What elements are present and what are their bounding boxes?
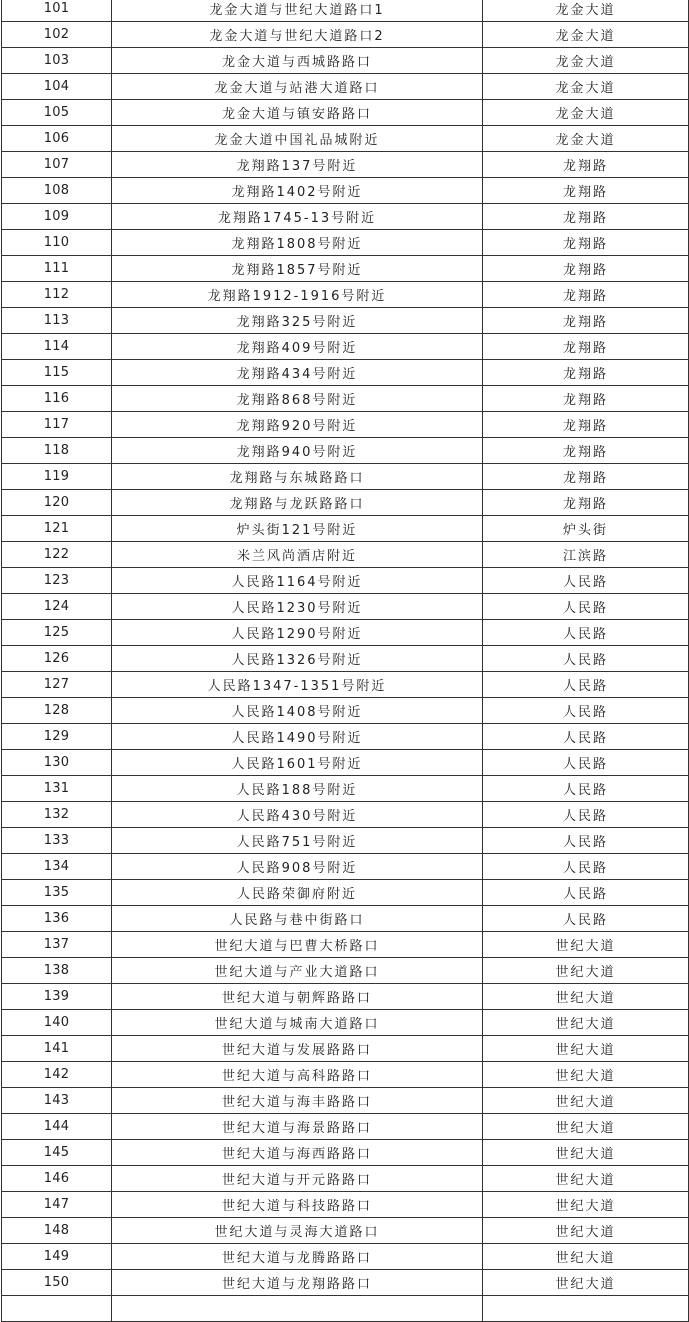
road-cell: 龙翔路 xyxy=(483,152,689,178)
row-number-cell: 129 xyxy=(2,724,112,750)
location-cell: 人民路751号附近 xyxy=(112,828,483,854)
row-number-cell: 107 xyxy=(2,152,112,178)
row-number-cell: 126 xyxy=(2,646,112,672)
location-cell xyxy=(112,1296,483,1322)
table-row xyxy=(2,464,689,490)
location-cell: 世纪大道与开元路路口 xyxy=(112,1166,483,1192)
location-cell: 世纪大道与产业大道路口 xyxy=(112,958,483,984)
location-cell: 世纪大道与灵海大道路口 xyxy=(112,1218,483,1244)
row-number-cell: 116 xyxy=(2,386,112,412)
row-number-cell: 149 xyxy=(2,1244,112,1270)
row-number-cell: 144 xyxy=(2,1114,112,1140)
table-row xyxy=(2,74,689,100)
row-number-cell xyxy=(2,1296,112,1322)
row-number-cell: 140 xyxy=(2,1010,112,1036)
row-number-cell: 104 xyxy=(2,74,112,100)
table-row xyxy=(2,1270,689,1296)
row-number-cell: 127 xyxy=(2,672,112,698)
table-row xyxy=(2,386,689,412)
location-cell: 龙金大道与镇安路路口 xyxy=(112,100,483,126)
road-cell: 世纪大道 xyxy=(483,1062,689,1088)
row-number-cell: 108 xyxy=(2,178,112,204)
road-cell: 江滨路 xyxy=(483,542,689,568)
row-number-cell: 122 xyxy=(2,542,112,568)
road-cell: 龙翔路 xyxy=(483,334,689,360)
row-number-cell: 112 xyxy=(2,282,112,308)
road-cell: 龙翔路 xyxy=(483,308,689,334)
location-cell: 龙翔路1857号附近 xyxy=(112,256,483,282)
location-cell: 世纪大道与城南大道路口 xyxy=(112,1010,483,1036)
table-row xyxy=(2,1010,689,1036)
table-row xyxy=(2,1062,689,1088)
table-row xyxy=(2,1036,689,1062)
table-row xyxy=(2,152,689,178)
table-row xyxy=(2,412,689,438)
row-number-cell: 147 xyxy=(2,1192,112,1218)
table-body xyxy=(2,0,689,1296)
table-row xyxy=(2,620,689,646)
location-cell: 龙翔路与东城路路口 xyxy=(112,464,483,490)
location-cell: 人民路1326号附近 xyxy=(112,646,483,672)
location-cell: 世纪大道与海西路路口 xyxy=(112,1140,483,1166)
location-cell: 人民路1164号附近 xyxy=(112,568,483,594)
row-number-cell: 128 xyxy=(2,698,112,724)
location-cell: 人民路与巷中街路口 xyxy=(112,906,483,932)
location-cell: 世纪大道与海丰路路口 xyxy=(112,1088,483,1114)
table-row xyxy=(2,568,689,594)
road-cell: 世纪大道 xyxy=(483,1218,689,1244)
row-number-cell: 134 xyxy=(2,854,112,880)
road-cell: 世纪大道 xyxy=(483,958,689,984)
row-number-cell: 133 xyxy=(2,828,112,854)
road-cell: 人民路 xyxy=(483,620,689,646)
location-cell: 人民路1290号附近 xyxy=(112,620,483,646)
road-cell: 人民路 xyxy=(483,646,689,672)
location-cell: 龙翔路1402号附近 xyxy=(112,178,483,204)
row-number-cell: 136 xyxy=(2,906,112,932)
table-row xyxy=(2,0,689,22)
table-row xyxy=(2,880,689,906)
road-cell: 龙翔路 xyxy=(483,282,689,308)
road-cell: 龙翔路 xyxy=(483,178,689,204)
road-cell: 人民路 xyxy=(483,568,689,594)
road-cell: 世纪大道 xyxy=(483,1088,689,1114)
location-cell: 世纪大道与科技路路口 xyxy=(112,1192,483,1218)
row-number-cell: 115 xyxy=(2,360,112,386)
row-number-cell: 118 xyxy=(2,438,112,464)
table-row xyxy=(2,1218,689,1244)
road-cell: 世纪大道 xyxy=(483,984,689,1010)
row-number-cell: 146 xyxy=(2,1166,112,1192)
location-cell: 龙金大道与西城路路口 xyxy=(112,48,483,74)
road-cell: 人民路 xyxy=(483,802,689,828)
location-cell: 龙翔路137号附近 xyxy=(112,152,483,178)
location-cell: 龙金大道中国礼品城附近 xyxy=(112,126,483,152)
location-cell: 世纪大道与朝辉路路口 xyxy=(112,984,483,1010)
row-number-cell: 139 xyxy=(2,984,112,1010)
road-cell: 龙金大道 xyxy=(483,0,689,22)
location-cell: 龙金大道与站港大道路口 xyxy=(112,74,483,100)
location-cell: 世纪大道与高科路路口 xyxy=(112,1062,483,1088)
road-cell: 龙翔路 xyxy=(483,490,689,516)
row-number-cell: 148 xyxy=(2,1218,112,1244)
row-number-cell: 130 xyxy=(2,750,112,776)
table-row xyxy=(2,1192,689,1218)
table-row xyxy=(2,750,689,776)
location-cell: 炉头街121号附近 xyxy=(112,516,483,542)
location-cell: 米兰风尚酒店附近 xyxy=(112,542,483,568)
table-row xyxy=(2,1244,689,1270)
road-cell: 人民路 xyxy=(483,594,689,620)
table-row xyxy=(2,932,689,958)
location-cell: 人民路1408号附近 xyxy=(112,698,483,724)
intersection-table xyxy=(1,0,689,1322)
road-cell: 世纪大道 xyxy=(483,932,689,958)
table-row xyxy=(2,672,689,698)
road-cell xyxy=(483,1296,689,1322)
road-cell: 世纪大道 xyxy=(483,1010,689,1036)
row-number-cell: 114 xyxy=(2,334,112,360)
table-row xyxy=(2,724,689,750)
location-cell: 世纪大道与巴曹大桥路口 xyxy=(112,932,483,958)
location-cell: 人民路188号附近 xyxy=(112,776,483,802)
table-row xyxy=(2,22,689,48)
row-number-cell: 111 xyxy=(2,256,112,282)
location-cell: 世纪大道与龙腾路路口 xyxy=(112,1244,483,1270)
table-row xyxy=(2,776,689,802)
row-number-cell: 125 xyxy=(2,620,112,646)
row-number-cell: 150 xyxy=(2,1270,112,1296)
table-row xyxy=(2,282,689,308)
table-row xyxy=(2,438,689,464)
road-cell: 人民路 xyxy=(483,854,689,880)
road-cell: 人民路 xyxy=(483,672,689,698)
row-number-cell: 131 xyxy=(2,776,112,802)
road-cell: 龙翔路 xyxy=(483,412,689,438)
row-number-cell: 142 xyxy=(2,1062,112,1088)
location-cell: 世纪大道与海景路路口 xyxy=(112,1114,483,1140)
location-cell: 龙翔路1745-13号附近 xyxy=(112,204,483,230)
row-number-cell: 102 xyxy=(2,22,112,48)
table-row xyxy=(2,1166,689,1192)
location-cell: 人民路1230号附近 xyxy=(112,594,483,620)
row-number-cell: 135 xyxy=(2,880,112,906)
road-cell: 人民路 xyxy=(483,750,689,776)
row-number-cell: 120 xyxy=(2,490,112,516)
table-row xyxy=(2,230,689,256)
road-cell: 龙金大道 xyxy=(483,74,689,100)
location-cell: 龙翔路1912-1916号附近 xyxy=(112,282,483,308)
row-number-cell: 138 xyxy=(2,958,112,984)
table-row xyxy=(2,542,689,568)
location-cell: 人民路908号附近 xyxy=(112,854,483,880)
location-cell: 龙翔路409号附近 xyxy=(112,334,483,360)
table-row xyxy=(2,1088,689,1114)
road-cell: 炉头街 xyxy=(483,516,689,542)
table-row xyxy=(2,308,689,334)
row-number-cell: 145 xyxy=(2,1140,112,1166)
table-row xyxy=(2,490,689,516)
row-number-cell: 143 xyxy=(2,1088,112,1114)
road-cell: 龙金大道 xyxy=(483,48,689,74)
row-number-cell: 137 xyxy=(2,932,112,958)
row-number-cell: 113 xyxy=(2,308,112,334)
table-row xyxy=(2,802,689,828)
road-cell: 世纪大道 xyxy=(483,1244,689,1270)
table-row xyxy=(2,100,689,126)
road-cell: 龙金大道 xyxy=(483,22,689,48)
road-cell: 龙翔路 xyxy=(483,256,689,282)
table-row xyxy=(2,828,689,854)
location-cell: 龙翔路868号附近 xyxy=(112,386,483,412)
road-cell: 人民路 xyxy=(483,828,689,854)
row-number-cell: 110 xyxy=(2,230,112,256)
table-row xyxy=(2,854,689,880)
road-cell: 龙金大道 xyxy=(483,126,689,152)
table-row xyxy=(2,178,689,204)
table-row xyxy=(2,958,689,984)
road-cell: 人民路 xyxy=(483,698,689,724)
table-row xyxy=(2,126,689,152)
table-row xyxy=(2,594,689,620)
road-cell: 人民路 xyxy=(483,880,689,906)
road-cell: 世纪大道 xyxy=(483,1140,689,1166)
table-row xyxy=(2,360,689,386)
row-number-cell: 121 xyxy=(2,516,112,542)
road-cell: 世纪大道 xyxy=(483,1192,689,1218)
row-number-cell: 109 xyxy=(2,204,112,230)
road-cell: 世纪大道 xyxy=(483,1166,689,1192)
table-row xyxy=(2,984,689,1010)
location-cell: 龙翔路与龙跃路路口 xyxy=(112,490,483,516)
location-cell: 龙翔路920号附近 xyxy=(112,412,483,438)
table-row xyxy=(2,256,689,282)
road-cell: 世纪大道 xyxy=(483,1270,689,1296)
location-cell: 世纪大道与发展路路口 xyxy=(112,1036,483,1062)
location-cell: 龙翔路434号附近 xyxy=(112,360,483,386)
row-number-cell: 117 xyxy=(2,412,112,438)
row-number-cell: 119 xyxy=(2,464,112,490)
road-cell: 龙翔路 xyxy=(483,386,689,412)
table-row xyxy=(2,48,689,74)
road-cell: 龙翔路 xyxy=(483,230,689,256)
location-cell: 龙金大道与世纪大道路口1 xyxy=(112,0,483,22)
road-cell: 龙翔路 xyxy=(483,360,689,386)
table-row xyxy=(2,646,689,672)
location-cell: 龙金大道与世纪大道路口2 xyxy=(112,22,483,48)
road-cell: 龙翔路 xyxy=(483,204,689,230)
row-number-cell: 141 xyxy=(2,1036,112,1062)
road-cell: 人民路 xyxy=(483,776,689,802)
location-cell: 龙翔路940号附近 xyxy=(112,438,483,464)
table-row xyxy=(2,906,689,932)
table-row xyxy=(2,516,689,542)
table-row xyxy=(2,1140,689,1166)
table-row-partial xyxy=(2,1296,689,1322)
road-cell: 龙翔路 xyxy=(483,438,689,464)
table-row xyxy=(2,204,689,230)
row-number-cell: 105 xyxy=(2,100,112,126)
road-cell: 人民路 xyxy=(483,724,689,750)
road-cell: 龙金大道 xyxy=(483,100,689,126)
row-number-cell: 123 xyxy=(2,568,112,594)
location-cell: 人民路荣御府附近 xyxy=(112,880,483,906)
table-row xyxy=(2,334,689,360)
row-number-cell: 106 xyxy=(2,126,112,152)
road-cell: 世纪大道 xyxy=(483,1036,689,1062)
row-number-cell: 124 xyxy=(2,594,112,620)
road-cell: 人民路 xyxy=(483,906,689,932)
row-number-cell: 132 xyxy=(2,802,112,828)
row-number-cell: 103 xyxy=(2,48,112,74)
table-row xyxy=(2,1114,689,1140)
table-row xyxy=(2,698,689,724)
location-cell: 人民路1347-1351号附近 xyxy=(112,672,483,698)
location-cell: 世纪大道与龙翔路路口 xyxy=(112,1270,483,1296)
location-cell: 人民路1601号附近 xyxy=(112,750,483,776)
location-cell: 龙翔路1808号附近 xyxy=(112,230,483,256)
row-number-cell: 101 xyxy=(2,0,112,22)
location-cell: 龙翔路325号附近 xyxy=(112,308,483,334)
road-cell: 龙翔路 xyxy=(483,464,689,490)
location-cell: 人民路1490号附近 xyxy=(112,724,483,750)
table-tail xyxy=(2,1296,689,1322)
road-cell: 世纪大道 xyxy=(483,1114,689,1140)
location-cell: 人民路430号附近 xyxy=(112,802,483,828)
